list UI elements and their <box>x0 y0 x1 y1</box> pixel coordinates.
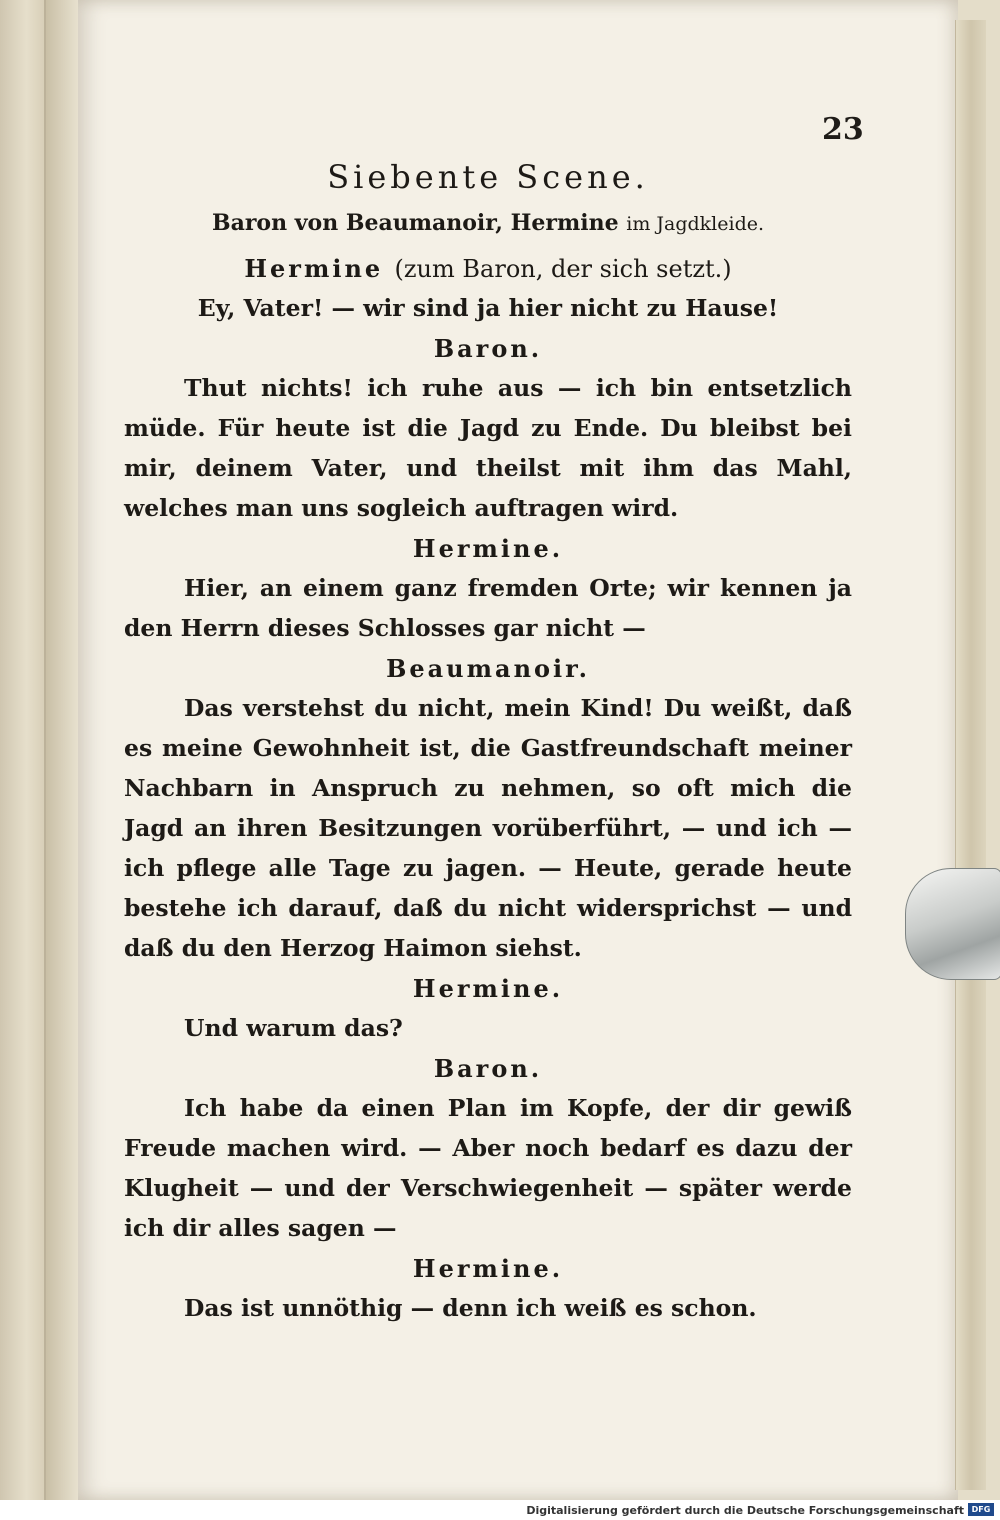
speaker-heading: Baron. <box>433 334 543 363</box>
speaker-heading: Baron. <box>433 1054 543 1083</box>
speech-text: Und warum das? <box>184 1014 403 1042</box>
scene-title: Siebente Scene. <box>327 158 649 196</box>
funding-credit: Digitalisierung gefördert durch die Deutsche Forschungsgemeinschaft <box>526 1504 964 1517</box>
previous-page-edge <box>0 0 46 1500</box>
speaker-heading <box>124 250 852 288</box>
page-text <box>124 152 852 1330</box>
speech-text: Ey, Vater! — wir sind ja hier nicht zu Hause! <box>197 294 779 322</box>
page-stack-edge <box>955 20 986 1490</box>
book-gutter <box>46 0 80 1500</box>
speech-text: Das ist unnöthig — denn ich weiß es schon. <box>184 1294 757 1322</box>
speaker-heading: Beaumanoir. <box>386 654 590 683</box>
dfg-logo: DFG <box>968 1503 994 1516</box>
speech-text: Das verstehst du nicht, mein Kind! Du weißt, daß es meine Gewohnheit ist, die Gastfreundschaft meiner Nachbarn in Anspruch zu nehmen, so oft mich die Jagd an ihren Besitzungen vorüberführt, — und ich — ich pflege alle Tage zu jagen. — Heute, gerade heute bestehe ich darauf, daß du nicht widersprichst — und daß du den Herzog Haimon siehst. <box>124 694 852 962</box>
speaker-heading: Hermine. <box>412 1254 564 1283</box>
speaker-heading: Hermine. <box>412 974 564 1003</box>
stage-direction: (zum Baron, der sich setzt.) <box>394 255 732 283</box>
scene-persons <box>124 202 852 244</box>
speaker-name: Hermine <box>244 254 384 283</box>
persons-note: im Jagdkleide. <box>626 213 765 235</box>
speaker-heading: Hermine. <box>412 534 564 563</box>
footer-bar <box>0 1500 1000 1520</box>
speech-text: Thut nichts! ich ruhe aus — ich bin entsetzlich müde. Für heute ist die Jagd zu Ende. Du bleibst bei mir, deinem Vater, und theilst mit ihm das Mahl, welches man uns sogleich auftragen wird. <box>124 374 852 522</box>
speech-text: Ich habe da einen Plan im Kopfe, der dir gewiß Freude machen wird. — Aber noch bedarf es dazu der Klugheit — und der Verschwiegenheit — später werde ich dir alles sagen — <box>124 1094 852 1242</box>
page-clip <box>905 868 1000 980</box>
persons-names: Baron von Beaumanoir, Hermine <box>211 210 619 236</box>
page-number: 23 <box>822 112 864 147</box>
speech-text: Hier, an einem ganz fremden Orte; wir kennen ja den Herrn dieses Schlosses gar nicht — <box>124 574 852 642</box>
